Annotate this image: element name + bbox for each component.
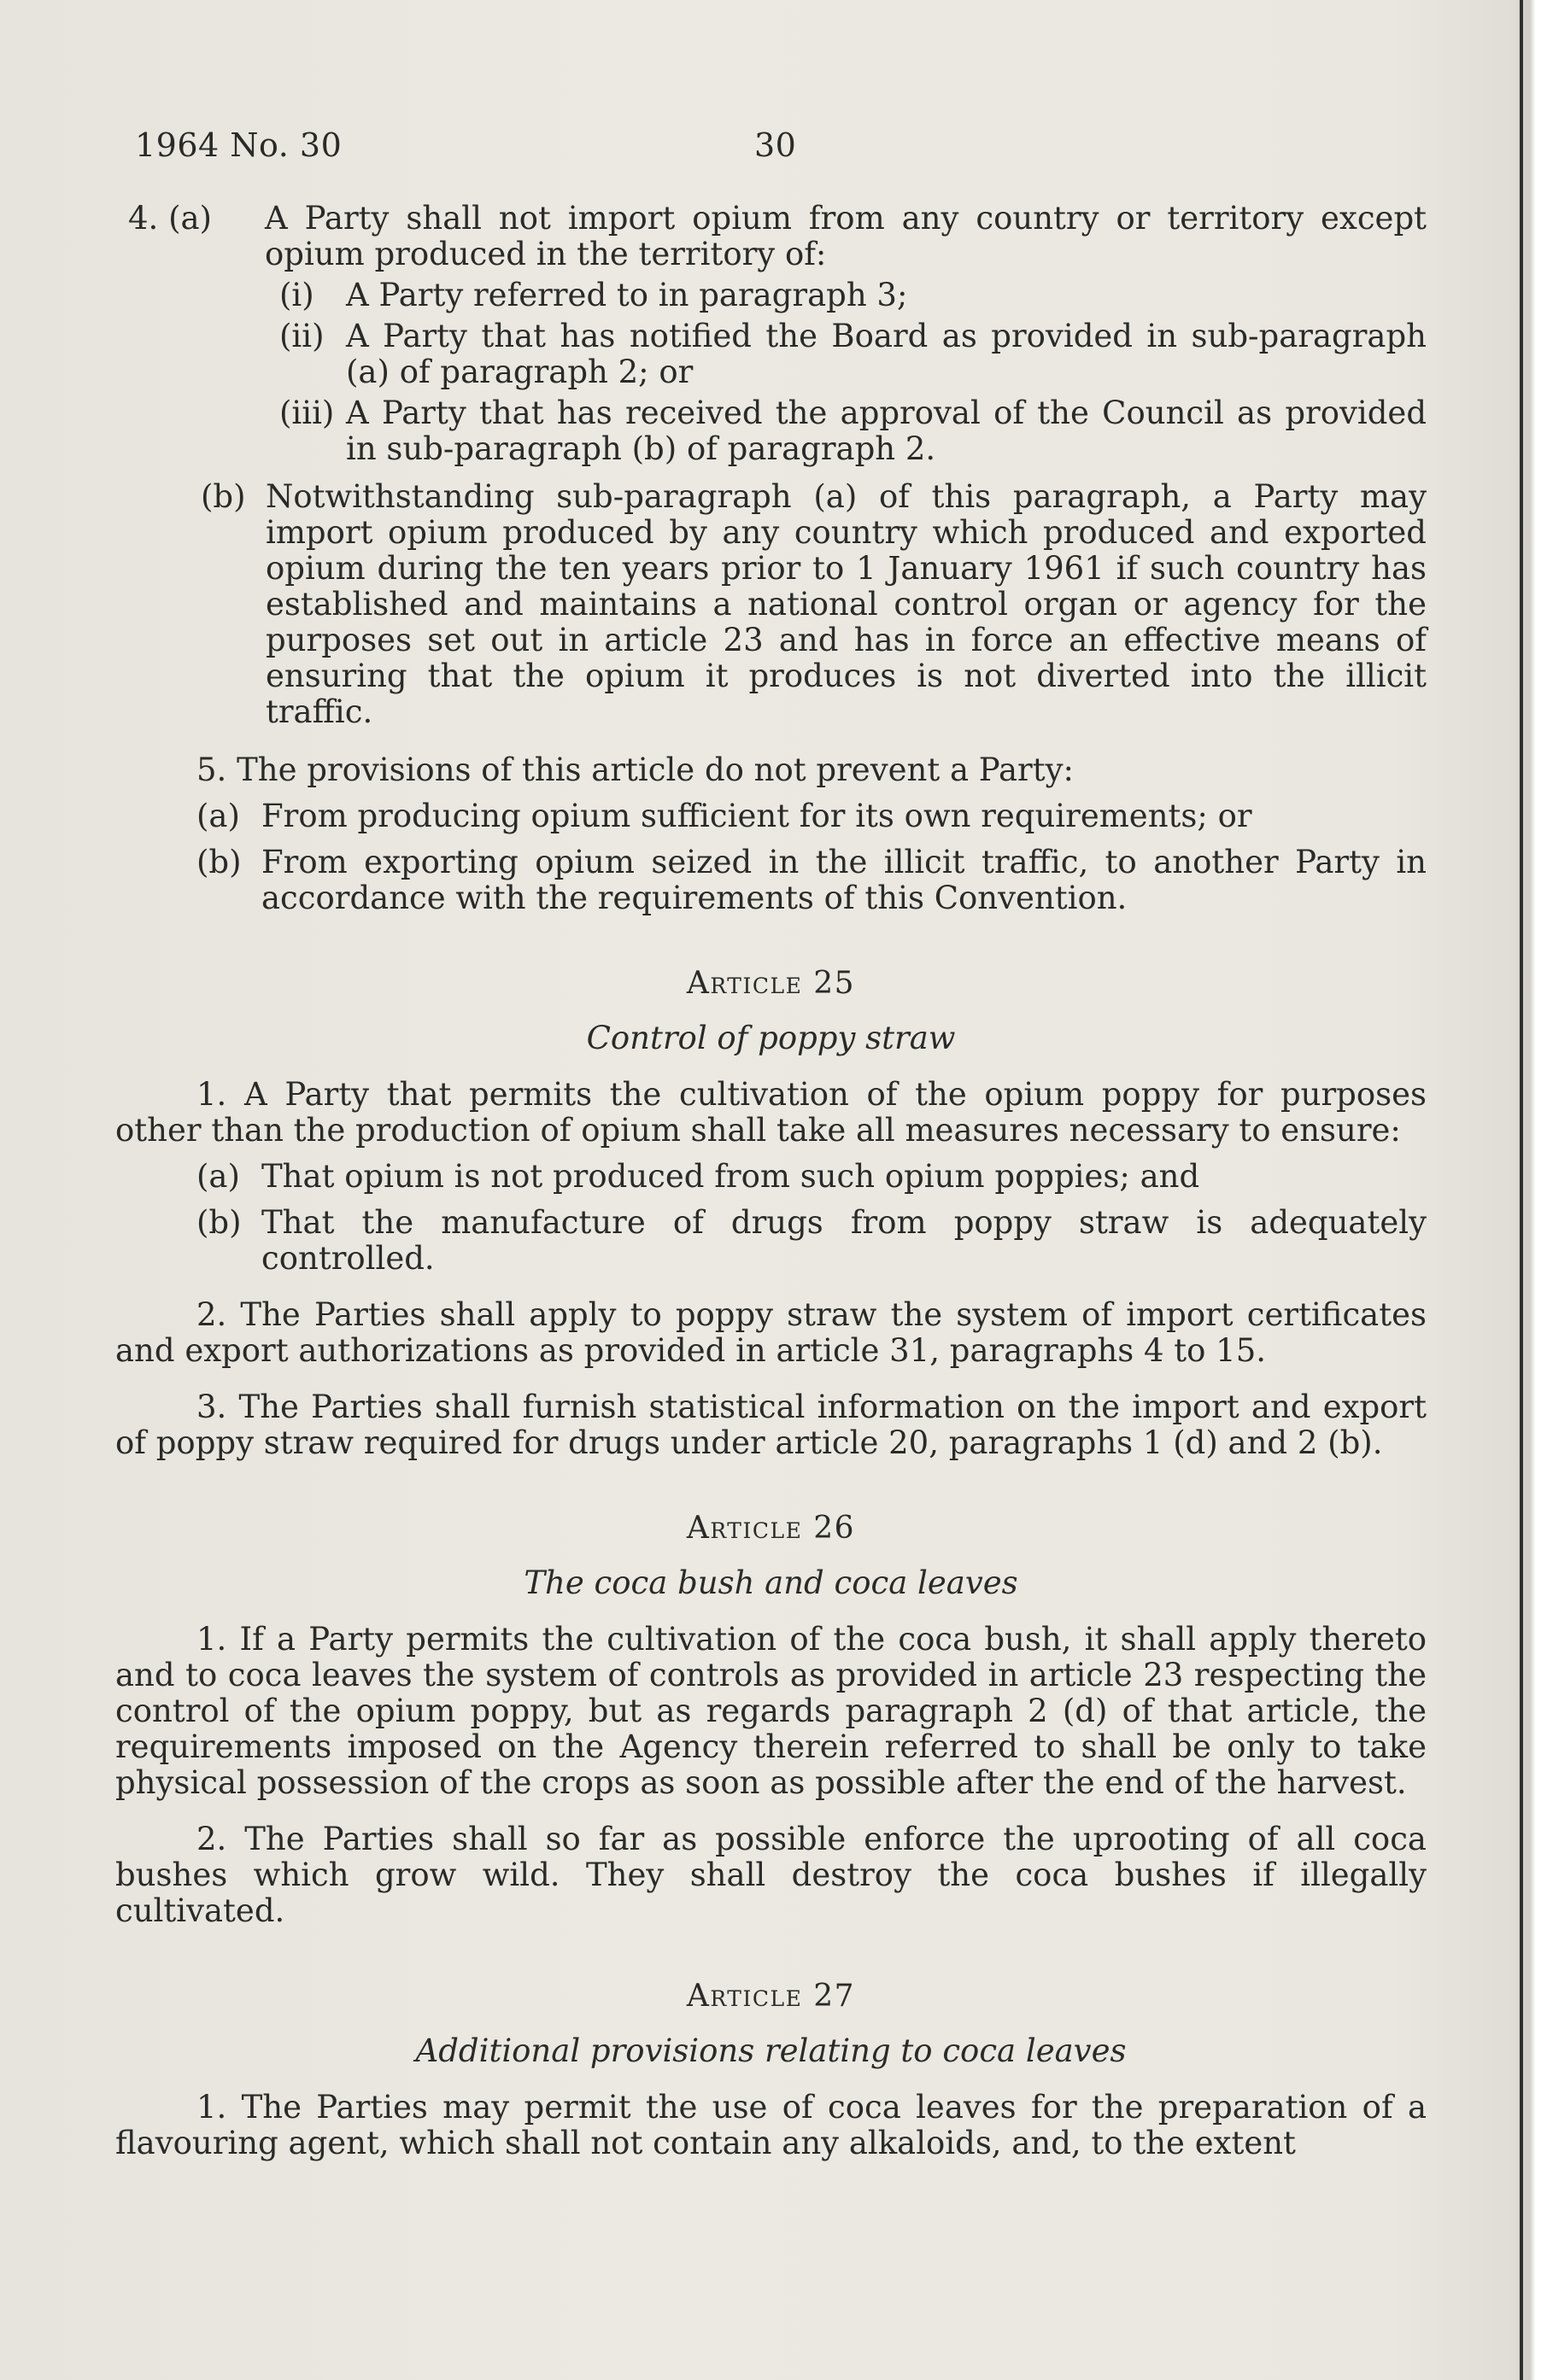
paragraph-5: 5. The provisions of this article do not prevent a Party: <box>196 751 1074 788</box>
item-label: (i) <box>279 277 314 313</box>
list-item <box>279 395 1427 467</box>
header-issue: 1964 No. 30 <box>135 126 343 164</box>
paragraph: 1. If a Party permits the cultivation of the coca bush, it shall apply thereto and to coca leaves the system of controls as provided in article 23 respecting the control of the opium poppy, but as regards paragraph 2 (d) of that article, the requirements imposed on the Agency therein referred to shall be only to take physical possession of the crops as soon as possible after the end of the harvest. <box>115 1621 1427 1801</box>
paragraph: 2. The Parties shall apply to poppy straw the system of import certificates and export authorizations as provided in article 31, paragraphs 4 to 15. <box>115 1296 1427 1369</box>
paragraph-4b <box>201 479 1427 730</box>
article-subtitle: The coca bush and coca leaves <box>524 1564 1018 1601</box>
list-item <box>196 798 1427 834</box>
article-heading: Article 27 <box>686 1979 856 2014</box>
item-text: A Party that has received the approval of the Council as provided in sub-paragraph (b) of paragraph 2. <box>346 395 1427 467</box>
page-number: 30 <box>754 126 797 164</box>
item-text: From producing opium sufficient for its own requirements; or <box>261 798 1252 834</box>
list-item <box>279 278 1427 313</box>
item-text: A Party that has notified the Board as provided in sub-paragraph (a) of paragraph 2; or <box>346 318 1427 390</box>
item-label: (iii) <box>279 395 335 431</box>
list-item <box>196 1205 1427 1277</box>
paragraph: 1. The Parties may permit the use of coca leaves for the preparation of a flavouring agent, which shall not contain any alkaloids, and, to the extent <box>115 2089 1427 2161</box>
item-text: A Party referred to in paragraph 3; <box>346 277 908 313</box>
list-item <box>279 319 1427 390</box>
paragraph: 2. The Parties shall so far as possible enforce the uprooting of all coca bushes which grow wild. They shall destroy the coca bushes if illegally cultivated. <box>115 1821 1427 1929</box>
paragraph-text: A Party shall not import opium from any country or territory except opium produced in the territory of: <box>265 200 1427 272</box>
paragraph-4a <box>128 201 1427 272</box>
page-body <box>115 201 1427 2161</box>
list-item <box>196 845 1427 916</box>
binding-line <box>1520 0 1523 2380</box>
paragraph-label: 4. (a) <box>128 200 212 237</box>
article-heading: Article 25 <box>686 966 856 1001</box>
paragraph: 3. The Parties shall furnish statistical information on the import and export of poppy straw required for drugs under article 20, paragraphs 1 (d) and 2 (b). <box>115 1389 1427 1461</box>
item-label: (b) <box>196 1204 242 1241</box>
item-text: That opium is not produced from such opium poppies; and <box>261 1158 1200 1195</box>
item-text: From exporting opium seized in the illicit traffic, to another Party in accordance with the requirements of this Convention. <box>261 844 1427 916</box>
item-label: (b) <box>196 844 242 880</box>
paragraph-label: (b) <box>201 478 246 515</box>
article-subtitle: Control of poppy straw <box>586 1020 956 1056</box>
list-item <box>196 1159 1427 1195</box>
running-header <box>135 126 1075 164</box>
item-label: (a) <box>196 798 240 834</box>
paragraph: 1. A Party that permits the cultivation of the opium poppy for purposes other than the production of opium shall take all measures necessary to ensure: <box>115 1076 1427 1149</box>
paragraph-text: Notwithstanding sub-paragraph (a) of this paragraph, a Party may import opium produced by any country which produced and exported opium during the ten years prior to 1 January 1961 if such country has established and maintains a national control organ or agency for the purposes set out in article 23 and has in force an effective means of ensuring that the opium it produces is not diverted into the illicit traffic. <box>266 478 1427 730</box>
item-label: (a) <box>196 1158 240 1195</box>
item-label: (ii) <box>279 318 325 354</box>
article-subtitle: Additional provisions relating to coca leaves <box>415 2032 1127 2069</box>
article-heading: Article 26 <box>686 1511 856 1546</box>
item-text: That the manufacture of drugs from poppy straw is adequately controlled. <box>261 1204 1427 1277</box>
